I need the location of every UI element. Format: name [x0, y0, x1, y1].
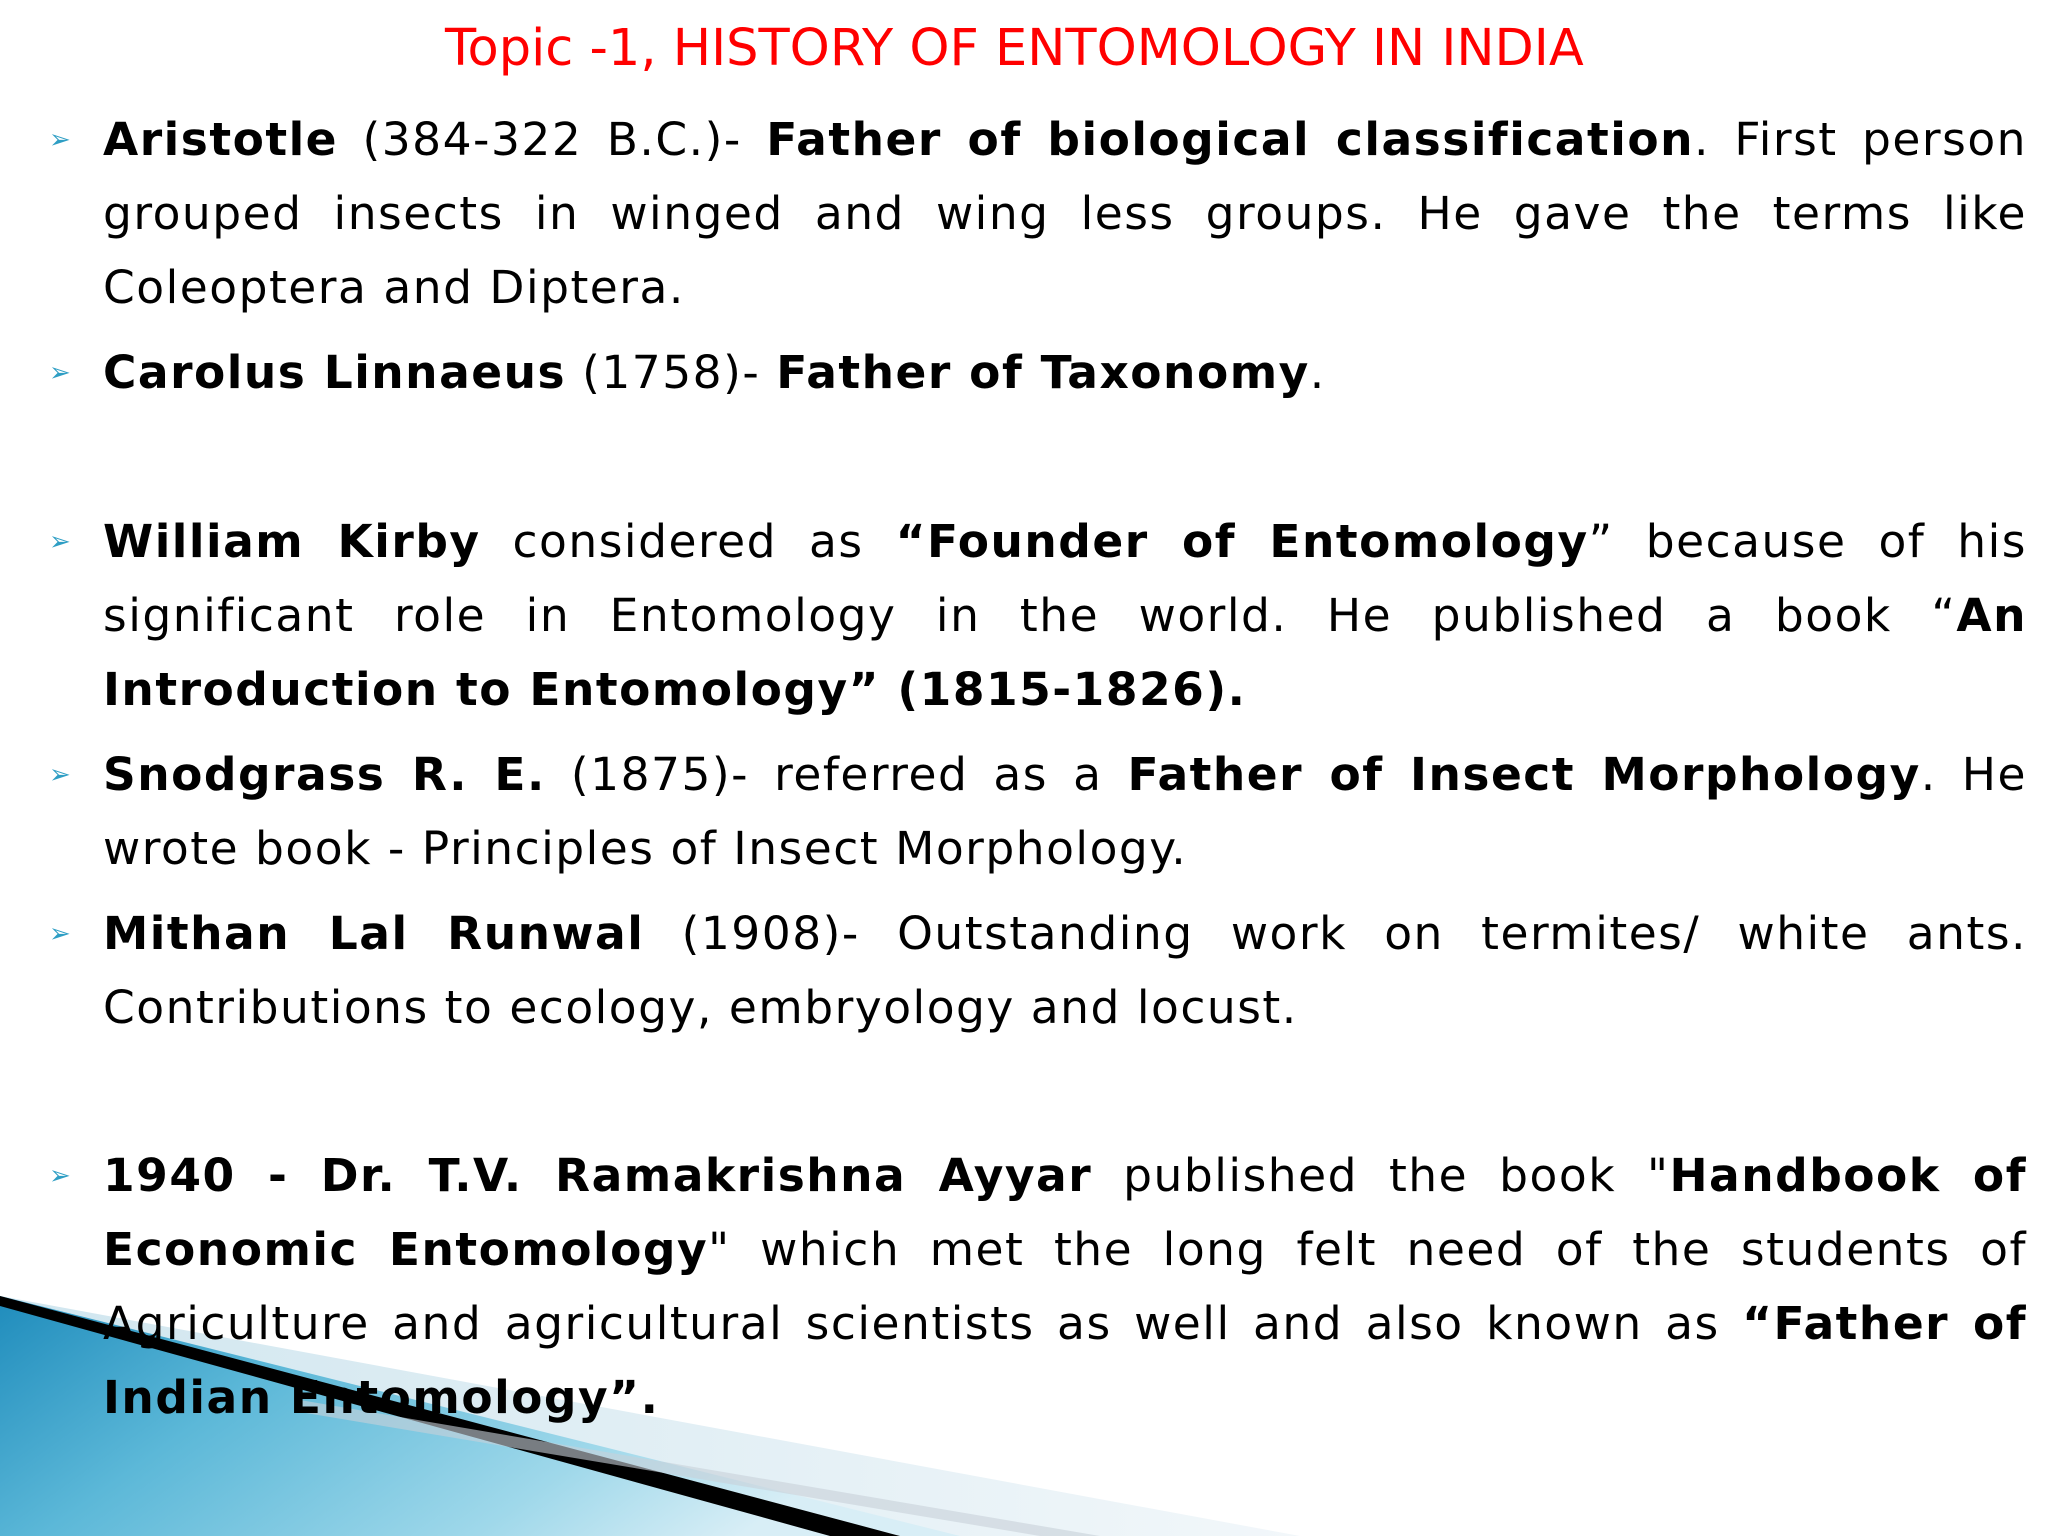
- description-text: (1908)- Outstanding work on termites/ white ants. Contributions to ecology, embryology and locust.: [103, 907, 2027, 1034]
- title-text: “Founder of Entomology: [895, 515, 1589, 568]
- person-name: Carolus Linnaeus: [103, 346, 567, 399]
- description-text: . He wrote book - Principles of Insect Morphology.: [103, 748, 2027, 875]
- description-text: .: [1309, 346, 1326, 399]
- connector-text: published the book ": [1092, 1149, 1670, 1202]
- person-name: Aristotle: [103, 113, 339, 166]
- person-name: Mithan Lal Runwal: [103, 907, 645, 960]
- arrow-bullet-icon: ➢: [49, 1161, 71, 1191]
- bullet-snodgrass: [49, 738, 2027, 886]
- dates-text: (1758)-: [566, 346, 777, 399]
- description-text: . First person grouped insects in winged and wing less groups. He gave the terms like Coleoptera and Diptera.: [103, 113, 2027, 314]
- bullet-runwal: [49, 897, 2027, 1045]
- arrow-bullet-icon: ➢: [49, 527, 71, 557]
- arrow-bullet-icon: ➢: [49, 358, 71, 388]
- arrow-bullet-icon: ➢: [49, 919, 71, 949]
- arrow-bullet-icon: ➢: [49, 760, 71, 790]
- bullet-ayyar: [49, 1139, 2027, 1435]
- arrow-bullet-icon: ➢: [49, 125, 71, 155]
- page-title: Topic -1, HISTORY OF ENTOMOLOGY IN INDIA: [445, 19, 1584, 78]
- bullet-aristotle: [49, 103, 2027, 325]
- book-title-text: Handbook of Economic Entomology: [103, 1149, 2027, 1276]
- title-text: Father of Insect Morphology: [1127, 748, 1921, 801]
- person-name: William Kirby: [103, 515, 481, 568]
- bullet-linnaeus: [49, 336, 2027, 410]
- connector-text: considered as: [480, 515, 896, 568]
- title-text: Father of Taxonomy: [776, 346, 1310, 399]
- title-text: “Father of Indian Entomology”.: [103, 1297, 2027, 1424]
- person-name: Snodgrass R. E.: [103, 748, 546, 801]
- title-text: Father of biological classification: [766, 113, 1694, 166]
- dates-text: (384-322 B.C.)-: [338, 113, 767, 166]
- person-name: 1940 - Dr. T.V. Ramakrishna Ayyar: [103, 1149, 1093, 1202]
- description-text: " which met the long felt need of the students of Agriculture and agricultural scientists as well and also known as: [103, 1223, 2027, 1350]
- book-title-text: An Introduction to Entomology” (1815-1826).: [103, 589, 2027, 716]
- bullet-kirby: [49, 505, 2027, 727]
- description-text: ” because of his significant role in Entomology in the world. He published a book “: [103, 515, 2027, 642]
- dates-text: (1875)- referred as a: [545, 748, 1128, 801]
